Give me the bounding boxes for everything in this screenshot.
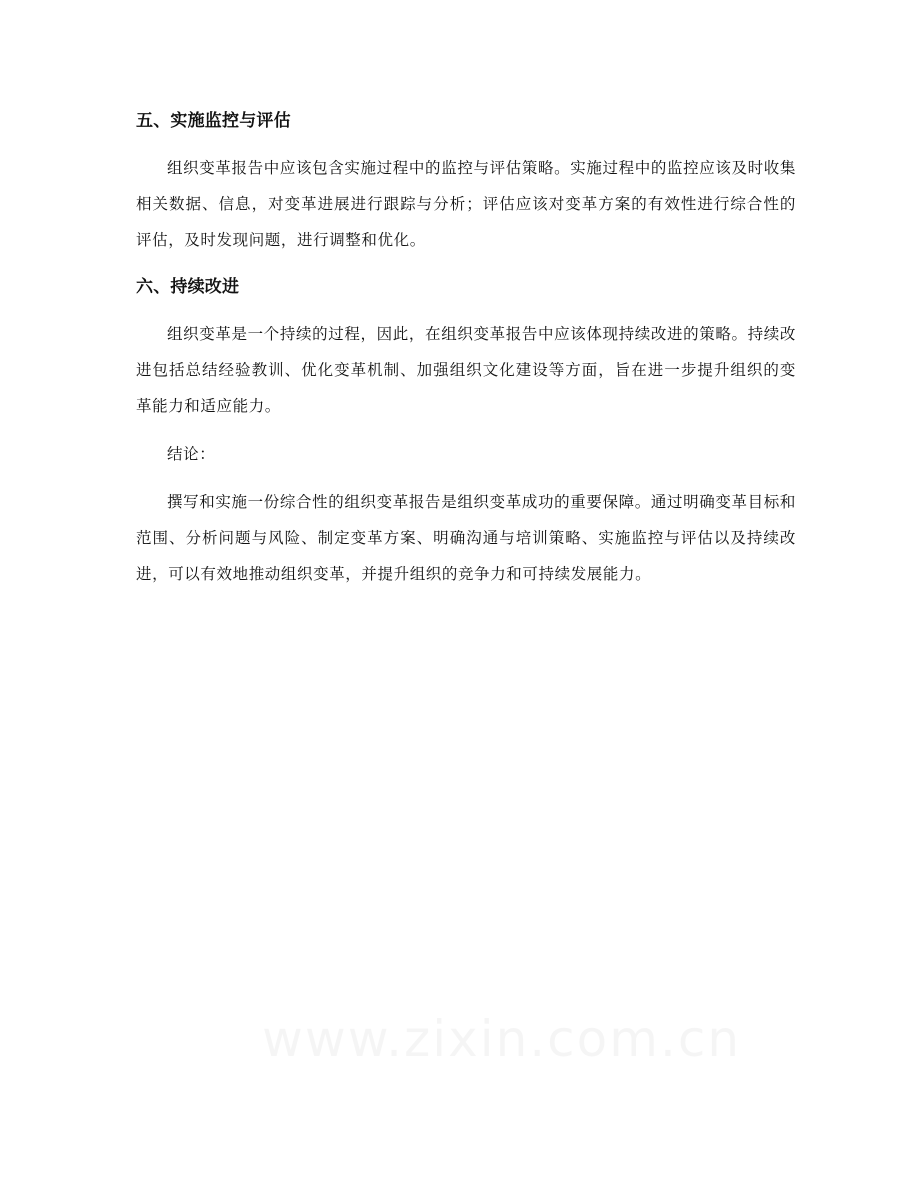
section-heading-improvement: 六、持续改进 xyxy=(136,277,240,297)
document-body xyxy=(136,104,796,604)
section-heading-monitoring: 五、实施监控与评估 xyxy=(136,111,291,131)
section-paragraph-improvement: 组织变革是一个持续的过程，因此，在组织变革报告中应该体现持续改进的策略。持续改进包括总结经验教训、优化变革机制、加强组织文化建设等方面，旨在进一步提升组织的变革能力和适应能力。 xyxy=(136,325,796,415)
watermark xyxy=(262,1010,682,1068)
conclusion-label: 结论： xyxy=(167,445,216,463)
section-paragraph-monitoring: 组织变革报告中应该包含实施过程中的监控与评估策略。实施过程中的监控应该及时收集相关数据、信息，对变革进展进行跟踪与分析；评估应该对变革方案的有效性进行综合性的评估，及时发现问题，进行调整和优化。 xyxy=(136,159,796,249)
conclusion-paragraph: 撰写和实施一份综合性的组织变革报告是组织变革成功的重要保障。通过明确变革目标和范围、分析问题与风险、制定变革方案、明确沟通与培训策略、实施监控与评估以及持续改进，可以有效地推动组织变革，并提升组织的竞争力和可持续发展能力。 xyxy=(136,493,796,583)
